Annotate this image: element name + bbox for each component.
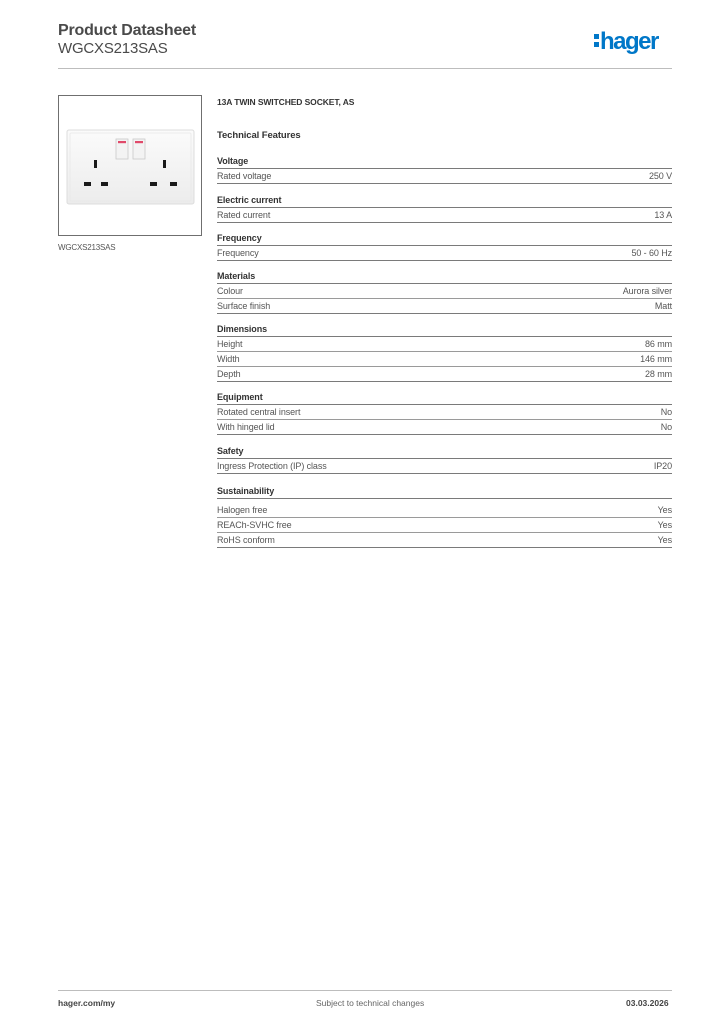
product-image-caption: WGCXS213SAS	[58, 243, 116, 252]
feature-row	[217, 518, 672, 533]
footer-divider	[58, 990, 672, 991]
socket-image	[59, 96, 201, 235]
feature-value: 28 mm	[644, 369, 672, 379]
feature-value: Matt	[654, 301, 672, 311]
feature-label: Halogen free	[217, 505, 268, 515]
feature-row	[217, 208, 672, 223]
feature-group-dimensions	[217, 324, 672, 382]
feature-label: REACh-SVHC free	[217, 520, 292, 530]
feature-group-electric-current	[217, 195, 672, 223]
logo-text: hager	[600, 28, 658, 55]
group-title: Equipment	[217, 392, 672, 405]
feature-label: Frequency	[217, 248, 259, 258]
feature-row	[217, 337, 672, 352]
feature-row	[217, 420, 672, 435]
group-title: Dimensions	[217, 324, 672, 337]
footer-date: 03.03.2026	[626, 998, 669, 1008]
feature-label: Rated current	[217, 210, 271, 220]
feature-row	[217, 459, 672, 474]
feature-value: Yes	[657, 535, 672, 545]
technical-features-heading: Technical Features	[217, 130, 301, 141]
feature-row	[217, 169, 672, 184]
product-code: WGCXS213SAS	[58, 40, 168, 57]
feature-value: Yes	[657, 505, 672, 515]
feature-label: Colour	[217, 286, 243, 296]
feature-label: Rated voltage	[217, 171, 272, 181]
feature-value: 50 - 60 Hz	[631, 248, 672, 258]
feature-value: 86 mm	[644, 339, 672, 349]
group-title: Electric current	[217, 195, 672, 208]
feature-label: Width	[217, 354, 240, 364]
group-title: Sustainability	[217, 486, 672, 499]
product-name: 13A TWIN SWITCHED SOCKET, AS	[217, 97, 355, 107]
feature-group-equipment	[217, 392, 672, 435]
feature-group-sustainability	[217, 486, 672, 548]
feature-row	[217, 405, 672, 420]
feature-value: 13 A	[654, 210, 672, 220]
feature-value: No	[660, 407, 672, 417]
feature-group-materials	[217, 271, 672, 314]
feature-row	[217, 367, 672, 382]
product-image-frame	[58, 95, 202, 236]
feature-label: Surface finish	[217, 301, 271, 311]
feature-group-voltage	[217, 156, 672, 184]
feature-value: Aurora silver	[622, 286, 672, 296]
feature-label: Ingress Protection (IP) class	[217, 461, 327, 471]
footer-website-link[interactable]: hager.com/my	[58, 998, 116, 1008]
feature-label: RoHS conform	[217, 535, 275, 545]
feature-row	[217, 503, 672, 518]
feature-row	[217, 284, 672, 299]
group-title: Voltage	[217, 156, 672, 169]
feature-value: No	[660, 422, 672, 432]
page-title: Product Datasheet	[58, 22, 196, 39]
feature-value: 250 V	[648, 171, 672, 181]
header-divider	[58, 68, 672, 69]
feature-row	[217, 299, 672, 314]
feature-value: Yes	[657, 520, 672, 530]
footer-note: Subject to technical changes	[316, 998, 425, 1008]
feature-row	[217, 352, 672, 367]
feature-row	[217, 246, 672, 261]
feature-group-safety	[217, 446, 672, 474]
group-title: Safety	[217, 446, 672, 459]
feature-value: 146 mm	[640, 354, 672, 364]
feature-label: Rotated central insert	[217, 407, 301, 417]
feature-label: Depth	[217, 369, 241, 379]
logo-dots-icon	[594, 31, 599, 50]
group-title: Materials	[217, 271, 672, 284]
feature-label: With hinged lid	[217, 422, 275, 432]
feature-group-frequency	[217, 233, 672, 261]
feature-row	[217, 533, 672, 548]
feature-value: IP20	[653, 461, 672, 471]
feature-label: Height	[217, 339, 243, 349]
group-title: Frequency	[217, 233, 672, 246]
hager-logo	[594, 28, 658, 56]
